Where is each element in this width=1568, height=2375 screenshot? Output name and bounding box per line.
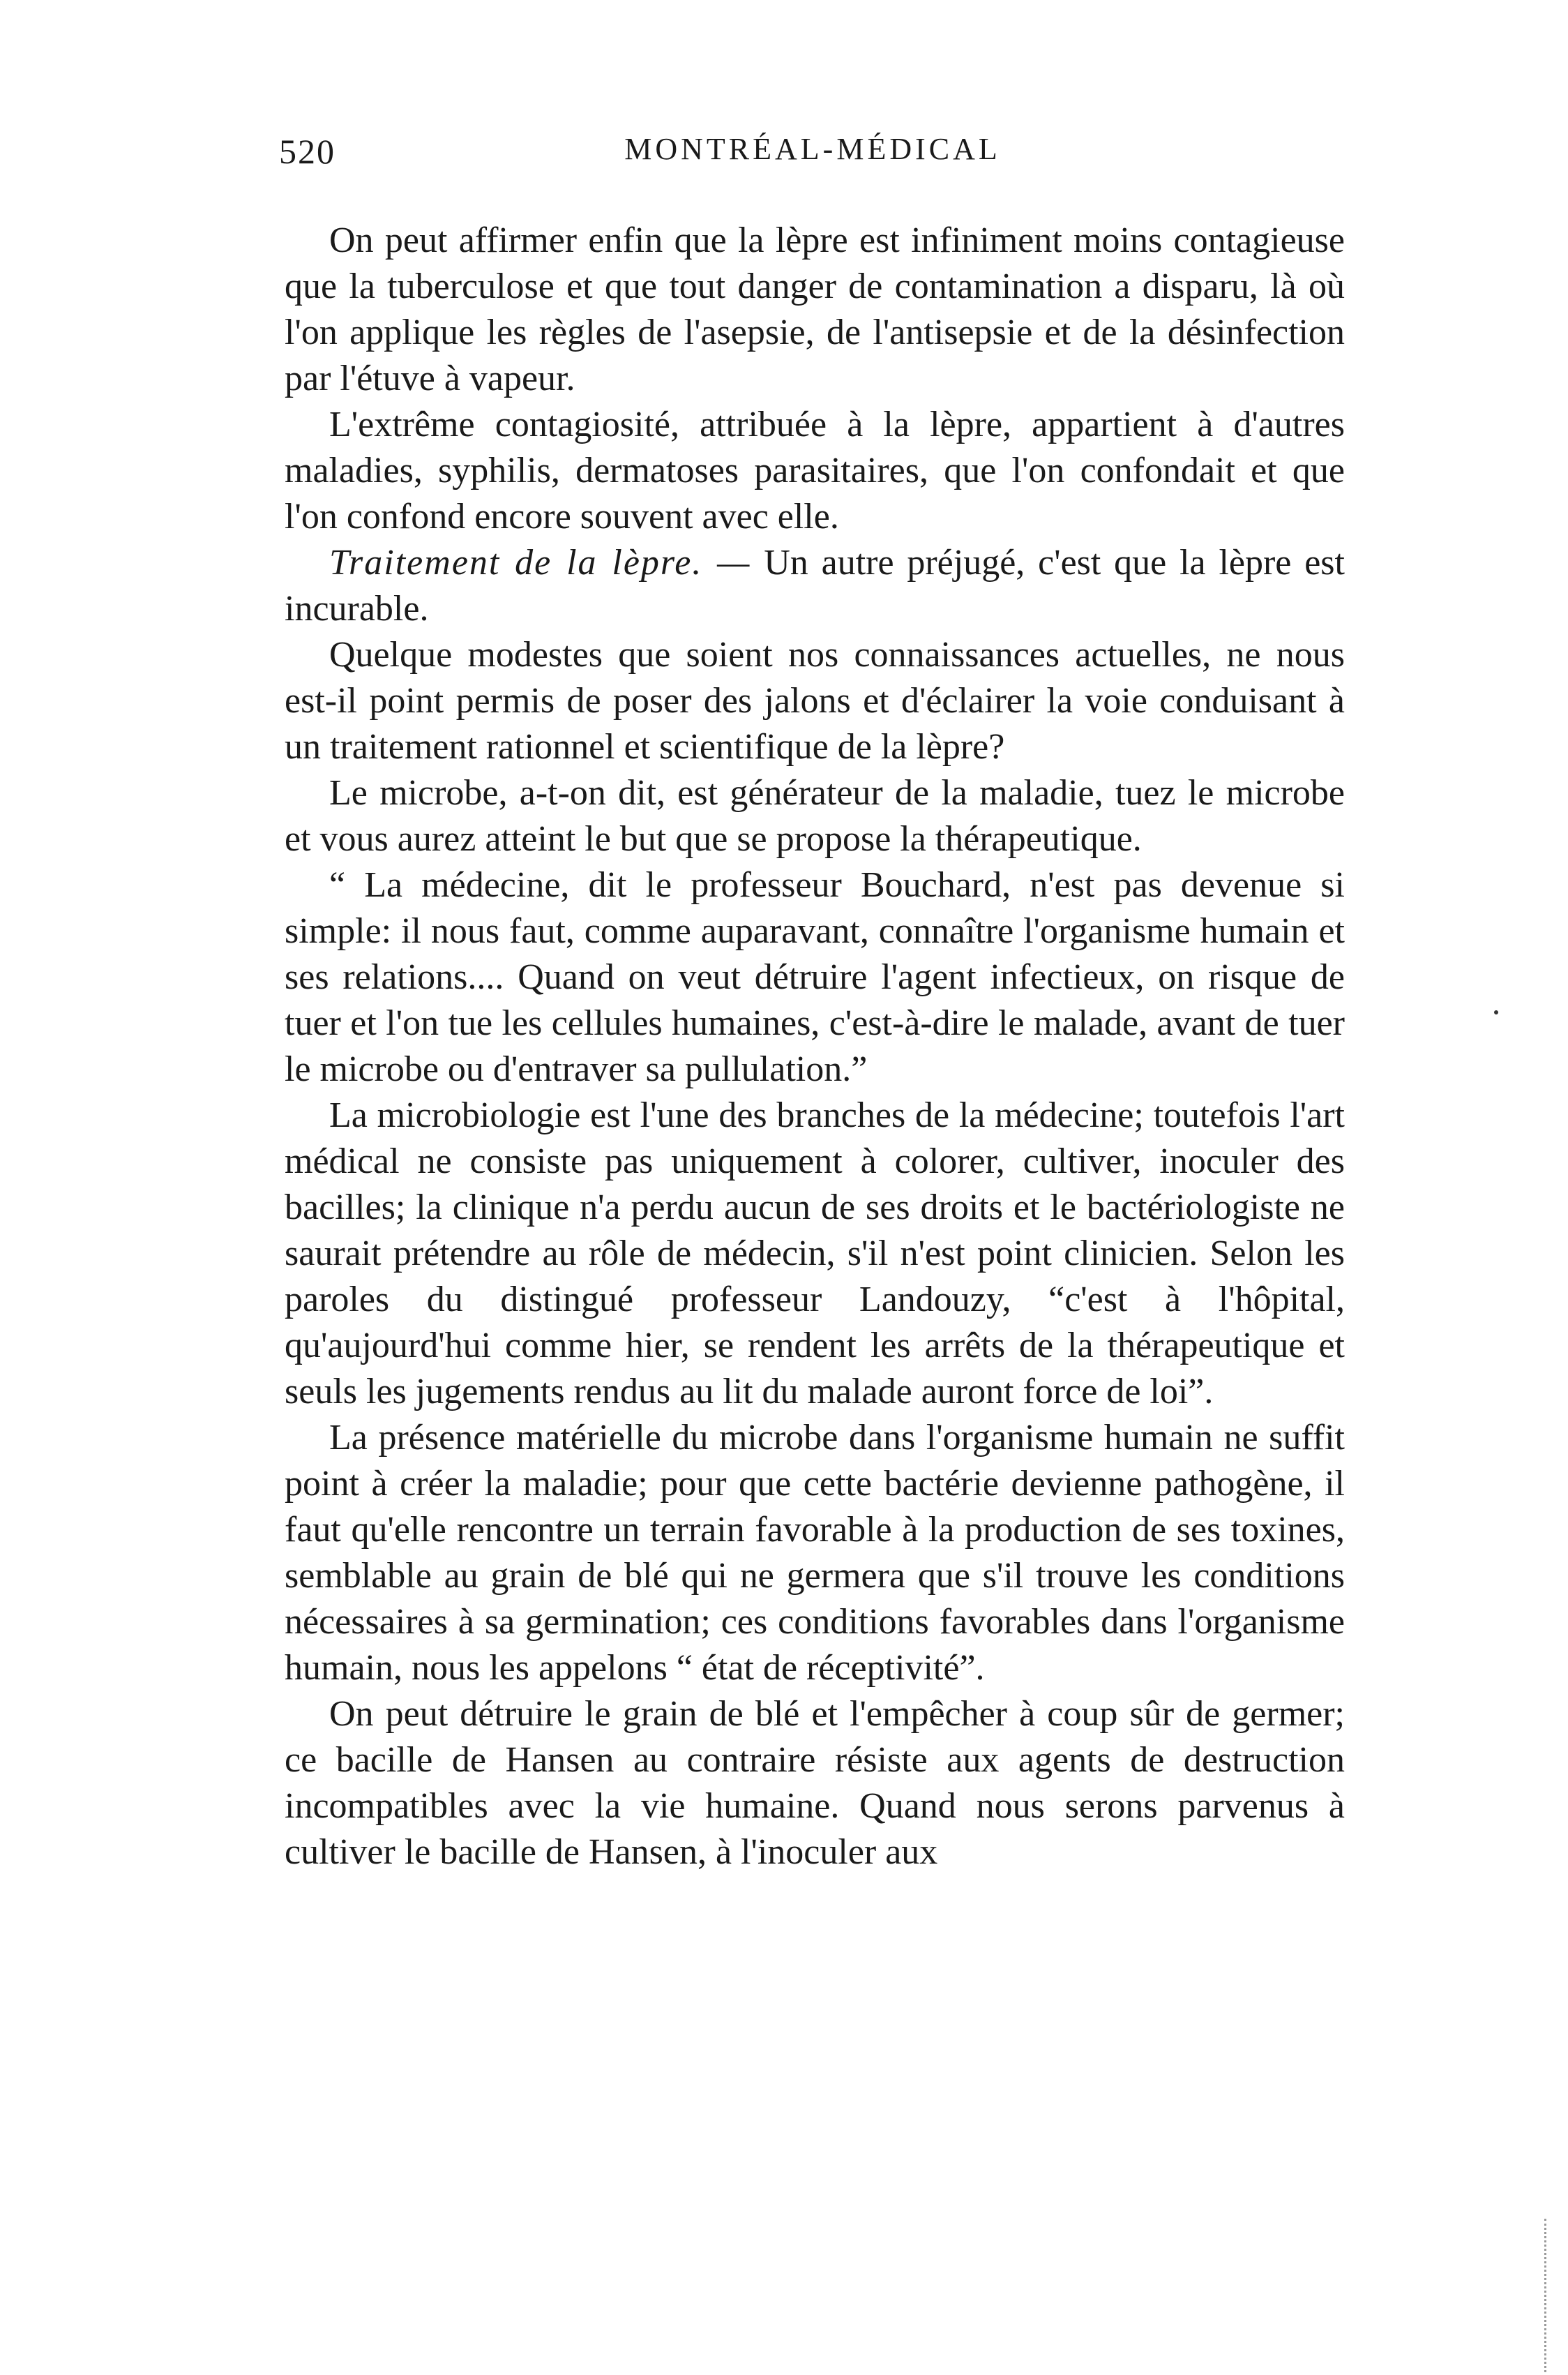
paragraph-microbe: Le microbe, a-t-on dit, est générateur de la maladie, tuez le microbe et vous aurez atteint le but que se propose la thérapeutique.: [285, 773, 1345, 859]
section-heading: Traitement de la lèpre. —: [329, 543, 751, 583]
scan-speck: [1494, 1010, 1498, 1014]
paragraph-receptivity: La présence matérielle du microbe dans l'organisme humain ne suffit point à créer la maladie; pour que cette bactérie devienne pathogène, il faut qu'elle rencontre un terrain favorable à la production de ses toxines, semblable au grain de blé qui ne germera que s'il trouve les conditions nécessaires à sa germination; ces conditions favorables dans l'organisme humain, nous les appelons “ état de réceptivité”.: [285, 1418, 1345, 1688]
journal-title: MONTRÉAL-MÉDICAL: [624, 132, 1001, 166]
paragraph-treatment-text: Un autre préjugé, c'est que la lèpre est incurable.: [285, 543, 1345, 629]
paragraph-contagion: On peut affirmer enfin que la lèpre est infiniment moins contagieuse que la tuberculose et que tout danger de contamination a disparu, là où l'on applique les règles de l'asepsie, de l'antisepsie et de la désinfection par l'étuve à vapeur.: [285, 220, 1345, 398]
paragraph-hansen-bacillus: On peut détruire le grain de blé et l'empêcher à coup sûr de germer; ce bacille de Hansen au contraire résiste aux agents de destruction incompatibles avec la vie humaine. Quand nous serons parvenus à cultiver le bacille de Hansen, à l'inoculer aux: [285, 1694, 1345, 1872]
paragraph-bouchard-quote: “ La médecine, dit le professeur Bouchard, n'est pas devenue si simple: il nous faut, comme auparavant, connaître l'organisme humain et ses relations.... Quand on veut détruire l'agent infectieux, on risque de tuer et l'on tue les cellules humaines, c'est-à-dire le malade, avant de tuer le microbe ou d'entraver sa pullulation.”: [285, 865, 1345, 1089]
body-text: [285, 218, 1345, 1875]
paragraph-microbiology: La microbiologie est l'une des branches de la médecine; toutefois l'art médical ne consiste pas uniquement à colorer, cultiver, inoculer des bacilles; la clinique n'a perdu aucun de ses droits et le bactériologiste ne saurait prétendre au rôle de médecin, s'il n'est point clinicien. Selon les paroles du distingué professeur Landouzy, “c'est à l'hôpital, qu'aujourd'hui comme hier, se rendent les arrêts de la thérapeutique et seuls les jugements rendus au lit du malade auront force de loi”.: [285, 1095, 1345, 1411]
paragraph-knowledge: Quelque modestes que soient nos connaissances actuelles, ne nous est-il point permis de poser des jalons et d'éclairer la voie conduisant à un traitement rationnel et scientifique de la lèpre?: [285, 635, 1345, 767]
running-head: [279, 131, 1346, 180]
paragraph-treatment: [285, 540, 1345, 632]
page-number: 520: [279, 132, 336, 171]
paragraph-contagiosity: L'extrême contagiosité, attribuée à la lèpre, appartient à d'autres maladies, syphilis, dermatoses parasitaires, que l'on confondait et que l'on confond encore souvent avec elle.: [285, 405, 1345, 537]
scan-edge-marks: [1544, 2219, 1551, 2372]
